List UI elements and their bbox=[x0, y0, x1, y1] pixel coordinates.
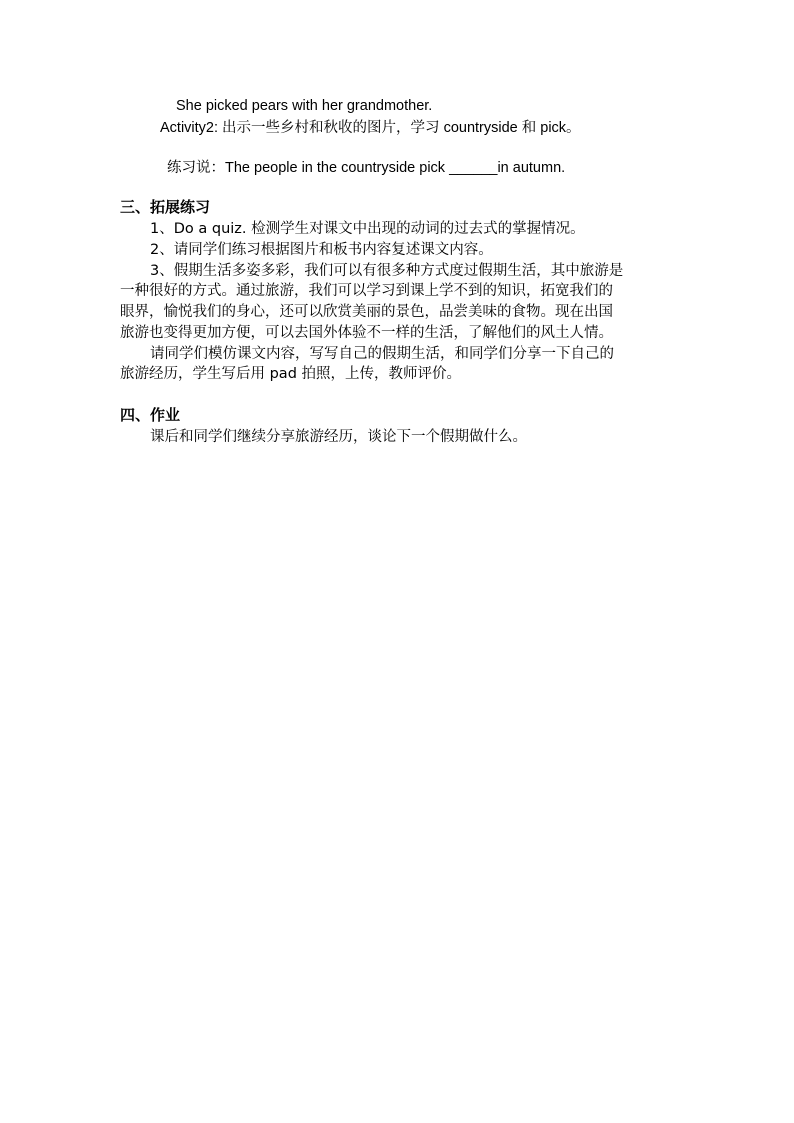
activity2-practice: 练习说：The people in the countryside pick ______in autumn. bbox=[167, 160, 566, 176]
section3-item3-line4: 旅游也变得更加方便，可以去国外体验不一样的生活，了解他们的风土人情。 bbox=[120, 325, 613, 341]
section3-item4-line1: 请同学们模仿课文内容，写写自己的假期生活，和同学们分享一下自己的 bbox=[150, 346, 614, 362]
section3-item3-line2: 一种很好的方式。通过旅游，我们可以学习到课上学不到的知识，拓宽我们的 bbox=[120, 283, 613, 299]
section3-item1: 1、Do a quiz. 检测学生对课文中出现的动词的过去式的掌握情况。 bbox=[150, 221, 585, 237]
section3-item3-line1: 3、假期生活多姿多彩，我们可以有很多种方式度过假期生活，其中旅游是 bbox=[150, 263, 624, 279]
section3-item3-line3: 眼界，愉悦我们的身心，还可以欣赏美丽的景色，品尝美味的食物。现在出国 bbox=[120, 304, 613, 320]
section4-item1: 课后和同学们继续分享旅游经历，谈论下一个假期做什么。 bbox=[150, 429, 527, 445]
section3-item2: 2、请同学们练习根据图片和板书内容复述课文内容。 bbox=[150, 242, 493, 258]
section3-heading: 三、拓展练习 bbox=[120, 198, 211, 216]
section3-item4-line2: 旅游经历，学生写后用 pad 拍照，上传，教师评价。 bbox=[120, 366, 462, 382]
example-sentence: She picked pears with her grandmother. bbox=[176, 98, 433, 114]
section4-heading: 四、作业 bbox=[120, 406, 181, 424]
activity2-instruction: Activity2: 出示一些乡村和秋收的图片，学习 countryside 和 pick。 bbox=[160, 120, 581, 136]
